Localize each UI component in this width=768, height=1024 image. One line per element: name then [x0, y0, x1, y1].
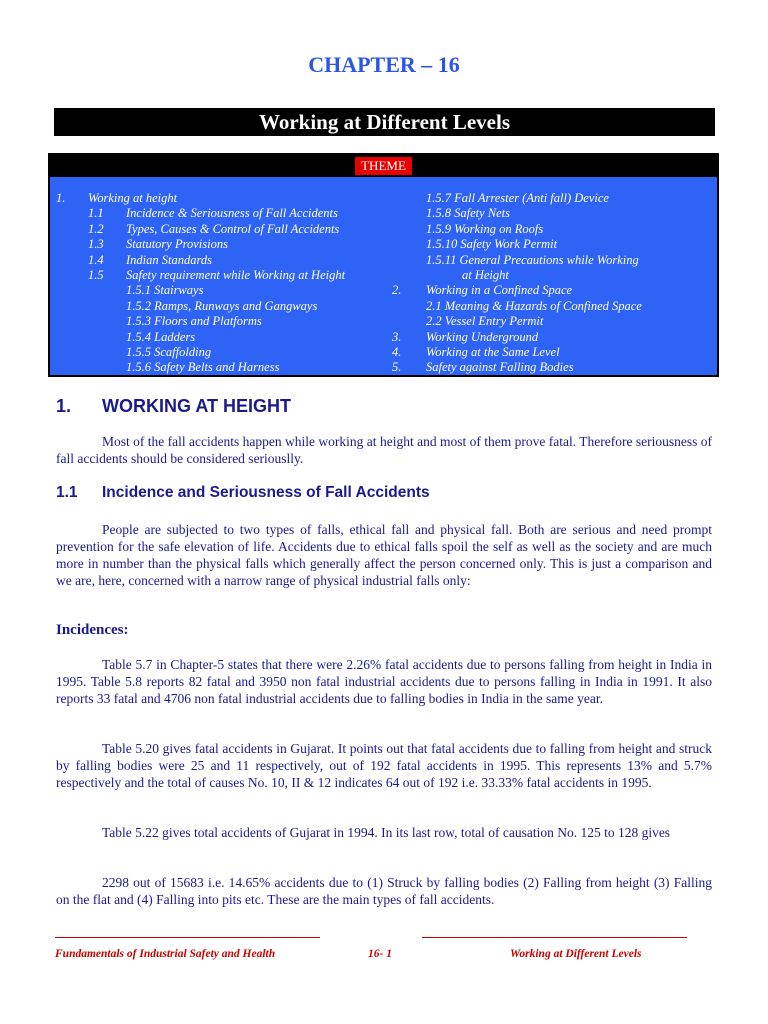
theme-item-number: 2.: [392, 283, 402, 298]
section-1-heading: [56, 396, 291, 417]
theme-item-label: 1.5.11 General Precautions while Working: [426, 252, 639, 267]
theme-item-label: Working Underground: [426, 329, 539, 344]
theme-item-label: Statutory Provisions: [126, 237, 228, 252]
section-1-paragraph: Most of the fall accidents happen while working at height and most of them prove fatal. Therefore seriousness of fall accidents should be considered seriouslly.: [56, 434, 712, 466]
theme-item-number: 1.2: [88, 221, 104, 236]
section-1-1-paragraph: People are subjected to two types of falls, ethical fall and physical fall. Both are serious and need prompt prevention for the safe elevation of life. Accidents due to ethical falls spoil the self as well as the society and are much more in number than the physical falls which generally affect the person concerned only. This is just a comparison and we are, here, concerned with a narrow range of physical industrial falls only:: [56, 522, 712, 588]
theme-item-number: 1.1: [88, 206, 104, 221]
footer-chapter-title: Working at Different Levels: [510, 948, 642, 960]
theme-item-label: Working in a Confined Space: [426, 283, 573, 298]
theme-label: THEME: [355, 157, 412, 175]
theme-item-label: 1.5.9 Working on Roofs: [426, 221, 544, 236]
theme-header: [50, 155, 717, 177]
theme-item-label: Working at the Same Level: [426, 345, 560, 359]
chapter-number: CHAPTER – 16: [308, 52, 460, 77]
chapter-title: Working at Different Levels: [54, 108, 715, 136]
theme-item-label: Incidence & Seriousness of Fall Accidents: [126, 206, 338, 221]
theme-item-number: 1.3: [88, 237, 104, 252]
theme-item-number: 5.: [392, 360, 402, 375]
theme-item-number: 4.: [392, 345, 402, 359]
theme-item-number: 1.: [56, 191, 66, 205]
section-1-title: WORKING AT HEIGHT: [102, 396, 291, 416]
theme-item-label: Indian Standards: [126, 252, 212, 267]
theme-item-label: 1.5.3 Floors and Platforms: [126, 314, 262, 329]
theme-item-label: 2.2 Vessel Entry Permit: [426, 314, 544, 329]
theme-item-label: 1.5.1 Stairways: [126, 283, 204, 298]
section-1-1-number: 1.1: [56, 484, 78, 501]
theme-item-number: 1.4: [88, 252, 104, 267]
footer-rule-left: [55, 937, 320, 938]
theme-item-label: 1.5.4 Ladders: [126, 329, 196, 344]
theme-item-label: 2.1 Meaning & Hazards of Confined Space: [426, 298, 642, 313]
section-1-1-heading: [56, 484, 430, 502]
incidences-paragraph-2: Table 5.20 gives fatal accidents in Gujarat. It points out that fatal accidents due to falling from height and struck by falling bodies were 25 and 11 respectively, out of 192 fatal accidents in 1995. This represents 13% and 5.7% respectively and the total of causes No. 10, II & 12 indicates 64 out of 192 i.e. 33.33% fatal accidents in 1995.: [56, 741, 712, 790]
theme-item-number: 1.5: [88, 268, 104, 282]
theme-item-label: 1.5.2 Ramps, Runways and Gangways: [126, 298, 318, 313]
footer-rule-right: [422, 937, 687, 938]
incidences-paragraph-3: Table 5.22 gives total accidents of Gujarat in 1994. In its last row, total of causation No. 125 to 128 gives: [102, 825, 671, 840]
theme-item-label: Safety against Falling Bodies: [426, 360, 574, 375]
theme-item-number: 3.: [392, 329, 402, 344]
section-1-1-title: Incidence and Seriousness of Fall Accidents: [102, 484, 430, 501]
theme-item-label: Types, Causes & Control of Fall Accidents: [126, 221, 340, 236]
theme-item-label: 1.5.7 Fall Arrester (Anti fall) Device: [426, 191, 609, 205]
footer-book-title: Fundamentals of Industrial Safety and Health: [55, 948, 276, 960]
theme-item-label: Working at height: [88, 191, 178, 205]
footer-page-number: 16- 1: [368, 948, 392, 960]
theme-item-label: Safety requirement while Working at Height: [126, 268, 346, 282]
theme-item-label: 1.5.5 Scaffolding: [126, 345, 212, 359]
incidences-paragraph-4: 2298 out of 15683 i.e. 14.65% accidents due to (1) Struck by falling bodies (2) Falling from height (3) Falling on the flat and (4) Falling into pits etc. These are the main types of fall accidents.: [56, 875, 712, 907]
theme-box: [48, 153, 719, 377]
incidences-heading: Incidences:: [56, 622, 129, 638]
theme-item-label: 1.5.10 Safety Work Permit: [426, 237, 558, 252]
theme-item-label: 1.5.8 Safety Nets: [426, 206, 511, 221]
theme-item-label: at Height: [462, 268, 509, 282]
incidences-paragraph-1: Table 5.7 in Chapter-5 states that there were 2.26% fatal accidents due to persons falling from height in India in 1995. Table 5.8 reports 82 fatal and 3950 non fatal industrial accidents due to persons falling in India in 1991. It also reports 33 fatal and 4706 non fatal industrial accidents due to falling bodies in India in the same year.: [56, 657, 712, 706]
section-1-number: 1.: [56, 396, 72, 416]
theme-item-label: 1.5.6 Safety Belts and Harness: [126, 360, 280, 375]
